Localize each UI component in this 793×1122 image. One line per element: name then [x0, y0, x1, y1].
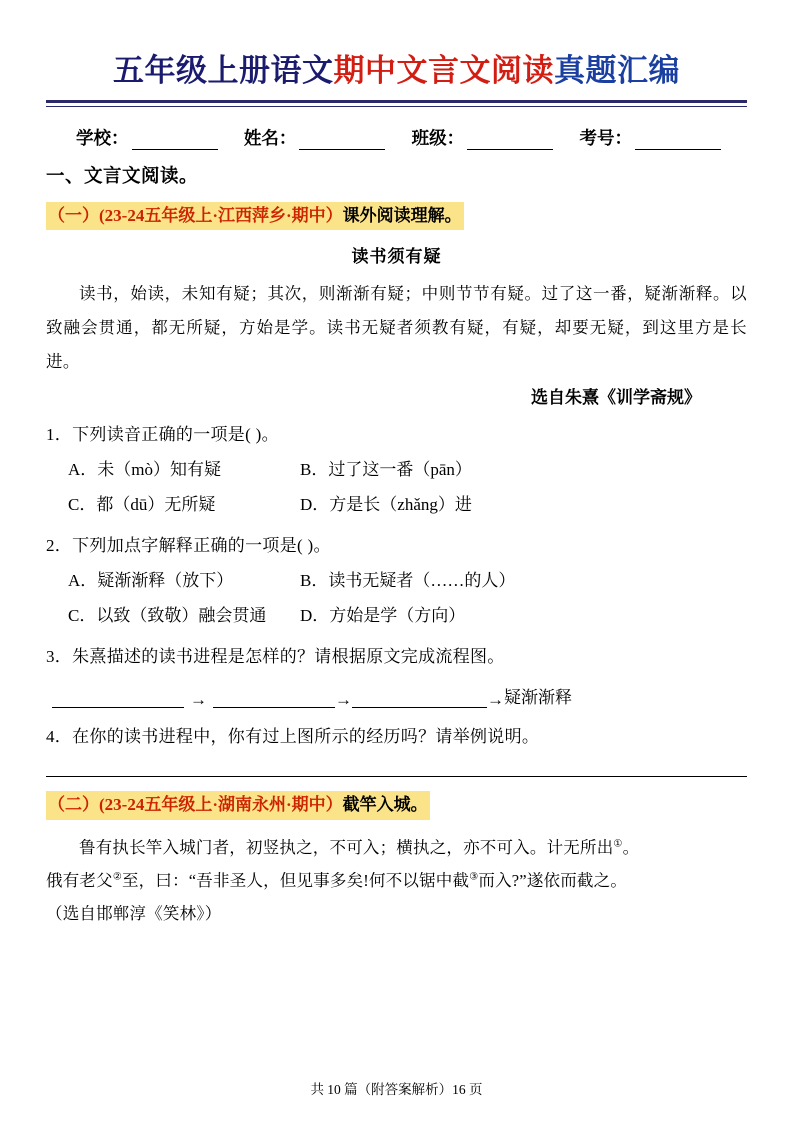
- question-group-one: [46, 188, 747, 751]
- name-label: 姓名：: [243, 127, 297, 148]
- page-title: [46, 52, 747, 91]
- question-2-option-a[interactable]: A．疑渐渐释（放下）: [68, 571, 234, 591]
- footnote-marker-1: ①: [613, 838, 623, 850]
- question-1-option-b[interactable]: B．过了这一番（pān）: [300, 460, 472, 480]
- flow-blank-3[interactable]: [352, 692, 487, 708]
- passage-one-text: 读书，始读，未知有疑；其次，则渐渐有疑；中则节节有疑。过了这一番，疑渐渐释。以致融会贯通，都无所疑，方始是学。读书无疑者须教有疑，有疑，却要无疑，到这里方是长进。: [46, 284, 747, 371]
- page-footer: 共 10 篇（附答案解析）16 页: [310, 1082, 483, 1097]
- subheading-one-type: 课外阅读理解。: [342, 205, 462, 225]
- question-group-two: [46, 777, 747, 930]
- question-2-stem: 2．下列加点字解释正确的一项是( )。: [46, 535, 331, 555]
- question-1-options-row-2: [68, 492, 747, 518]
- title-part1: 五年级上册语文: [113, 53, 334, 88]
- exam-no-label: 考号：: [579, 127, 632, 148]
- passage-two-text: [46, 831, 747, 930]
- flow-last-label: 疑渐渐释: [504, 688, 572, 708]
- passage-two-line-2: [46, 871, 627, 890]
- school-label: 学校：: [76, 127, 129, 148]
- school-field: [76, 125, 218, 150]
- question-2-option-b[interactable]: B．读书无疑者（……的人）: [300, 571, 516, 591]
- passage-two-line-2-pre: 俄有老父: [46, 870, 113, 890]
- question-2-options-row-2: [68, 603, 747, 629]
- class-field: [412, 125, 554, 150]
- footnote-marker-2: ②: [112, 871, 122, 883]
- passage-one-source: 选自朱熹《训学斋规》: [531, 387, 701, 407]
- title-divider: [46, 100, 747, 107]
- question-1-options-row-1: [68, 457, 747, 483]
- class-label: 班级：: [411, 127, 465, 148]
- question-1-option-d[interactable]: D．方是长（zhǎng）进: [300, 495, 472, 515]
- name-blank[interactable]: [299, 135, 385, 150]
- flow-arrow-2: →: [335, 690, 352, 710]
- passage-two-line-1-end: 。: [622, 837, 640, 857]
- school-blank[interactable]: [132, 135, 218, 150]
- question-2-options-row-1: [68, 568, 747, 594]
- passage-two-line-2-end: 而入?”遂依而截之。: [478, 870, 628, 890]
- passage-one-title: 读书须有疑: [351, 247, 442, 267]
- flow-blank-2[interactable]: [213, 692, 335, 708]
- passage-two-line-2-mid: 至，曰：“吾非圣人，但见事多矣!何不以锯中截: [121, 870, 470, 890]
- class-blank[interactable]: [467, 135, 553, 150]
- question-1-option-c[interactable]: C．都（dū）无所疑: [68, 495, 216, 515]
- exam-no-field: [579, 125, 721, 150]
- subheading-one: [46, 202, 464, 231]
- flow-arrow-3: →: [487, 690, 504, 710]
- section-heading: 一、文言文阅读。: [46, 166, 199, 187]
- title-part2: 期中文言文阅读: [333, 53, 554, 88]
- subheading-two: [46, 791, 430, 820]
- question-3-stem: 3．朱熹描述的读书进程是怎样的？请根据原文完成流程图。: [46, 646, 505, 666]
- question-1-stem: 1．下列读音正确的一项是( )。: [46, 424, 279, 444]
- footnote-marker-3: ③: [469, 871, 479, 883]
- question-2-option-d[interactable]: D．方始是学（方向）: [300, 606, 466, 626]
- passage-two-source: （选自邯郸淳《笑林》）: [46, 903, 222, 923]
- passage-two-line-1: [46, 831, 747, 864]
- question-2-option-c[interactable]: C．以致（致敬）融会贯通: [68, 606, 267, 626]
- question-3-flow-diagram: [46, 683, 747, 708]
- question-1-options: [46, 457, 747, 519]
- passage-two-line-1-text: 鲁有执长竿入城门者，初竖执之，不可入；横执之，亦不可入。计无所出: [79, 837, 614, 857]
- subheading-two-type: 截竿入城。: [342, 795, 428, 815]
- question-1-option-a[interactable]: A．未（mò）知有疑: [68, 460, 221, 480]
- exam-no-blank[interactable]: [635, 135, 721, 150]
- flow-arrow-1: →: [190, 690, 207, 710]
- question-2-options: [46, 568, 747, 630]
- subheading-two-source: （二）(23-24五年级上·湖南永州·期中）: [48, 795, 343, 815]
- subheading-one-source: （一）(23-24五年级上·江西萍乡·期中）: [48, 205, 343, 225]
- question-4-stem: 4．在你的读书进程中，你有过上图所示的经历吗？请举例说明。: [46, 727, 540, 747]
- student-info-line: [46, 125, 747, 150]
- title-part3: 真题汇编: [554, 53, 680, 88]
- name-field: [244, 125, 386, 150]
- flow-blank-1[interactable]: [52, 692, 184, 708]
